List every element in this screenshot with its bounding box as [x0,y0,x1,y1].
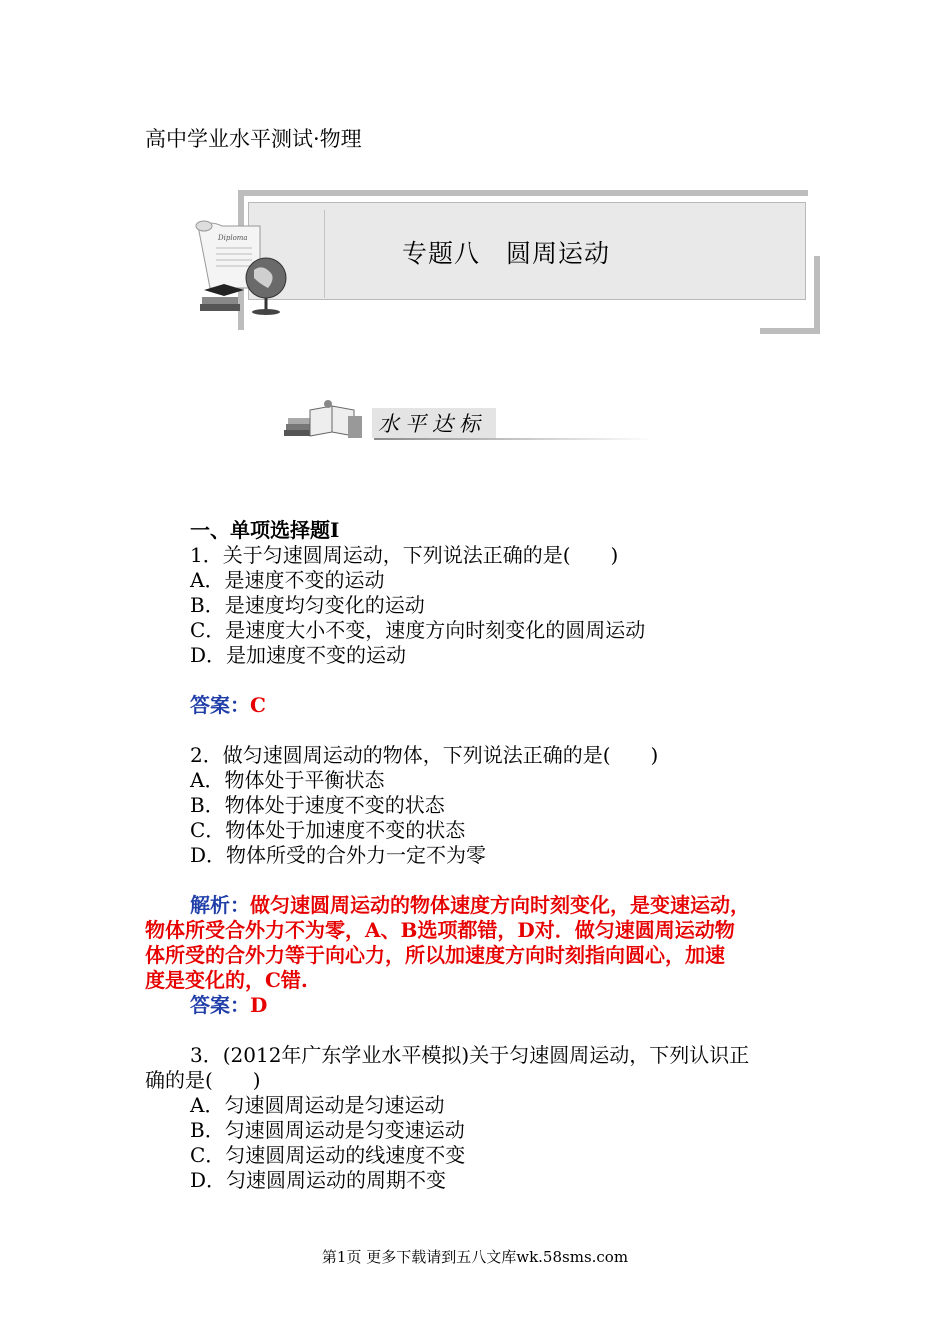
question-3-option-b: B．匀速圆周运动是匀变速运动 [190,1118,465,1142]
analysis-text: 做匀速圆周运动的物体速度方向时刻变化，是变速运动， [250,893,750,917]
question-2-analysis-line-3: 体所受的合外力等于向心力，所以加速度方向时刻指向圆心，加速 [145,943,725,967]
answer-value: D [250,993,268,1017]
analysis-label: 解析： [190,893,250,917]
question-3-option-c: C．匀速圆周运动的线速度不变 [190,1143,466,1167]
question-2-analysis-line-1 [190,893,750,918]
part-heading: 一、单项选择题Ⅰ [190,518,340,542]
question-1-option-c: C．是速度大小不变，速度方向时刻变化的圆周运动 [190,618,646,642]
section-underline [374,438,654,440]
diploma-globe-icon [190,218,300,328]
question-2-option-b: B．物体处于速度不变的状态 [190,793,445,817]
section-label: 水平达标 [378,412,486,436]
question-2-analysis-line-4: 度是变化的，C错. [145,968,308,992]
question-1-stem: 1．关于匀速圆周运动，下列说法正确的是( ) [190,543,619,567]
question-2-option-c: C．物体处于加速度不变的状态 [190,818,466,842]
books-icon [282,396,366,448]
question-1-option-b: B．是速度均匀变化的运动 [190,593,425,617]
question-3-option-d: D．匀速圆周运动的周期不变 [190,1168,447,1192]
answer-label: 答案： [190,693,250,717]
answer-label: 答案： [190,993,250,1017]
question-3-option-a: A．匀速圆周运动是匀速运动 [190,1093,445,1117]
question-3-stem-line-1: 3．(2012年广东学业水平模拟)关于匀速圆周运动，下列认识正 [190,1043,750,1067]
question-1-option-d: D．是加速度不变的运动 [190,643,407,667]
question-2-option-d: D．物体所受的合外力一定不为零 [190,843,487,867]
section-banner [282,396,662,448]
topic-title: 专题八 圆周运动 [402,239,611,268]
answer-value: C [250,693,266,717]
question-3-stem-line-2: 确的是( ) [145,1068,261,1092]
question-2-answer [190,993,267,1018]
question-2-analysis-line-2: 物体所受合外力不为零，A、B选项都错，D对．做匀速圆周运动物 [145,918,735,942]
question-1-answer [190,693,266,718]
topic-banner [190,190,820,338]
svg-text:Diploma: Diploma [218,234,248,242]
page-header-title: 高中学业水平测试·物理 [145,127,362,151]
question-2-stem: 2．做匀速圆周运动的物体，下列说法正确的是( ) [190,743,659,767]
question-2-option-a: A．物体处于平衡状态 [190,768,385,792]
question-1-option-a: A．是速度不变的运动 [190,568,385,592]
page-footer: 第1页 更多下载请到五八文库wk.58sms.com [321,1248,629,1266]
